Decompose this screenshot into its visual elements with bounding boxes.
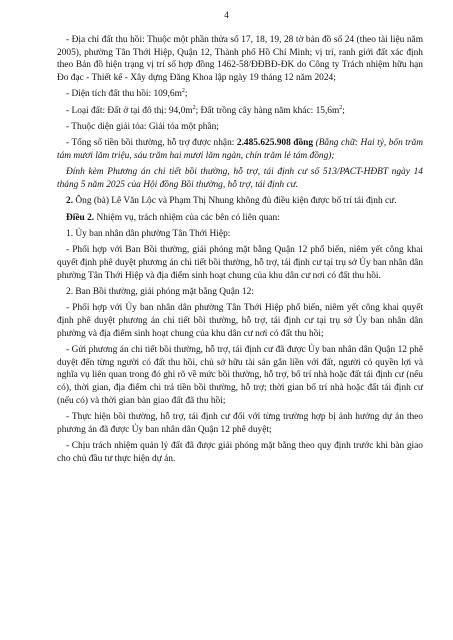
attached-plan-paragraph — [57, 166, 423, 191]
section-2-item-c: - Thực hiện bồi thường, hỗ trợ, tái định cư đối với từng trường hợp bị ảnh hưởng dự án theo phương án đã được Ủy ban nhân dân Quận 12 phê duyệt; — [57, 412, 423, 435]
land-area-paragraph — [57, 88, 423, 101]
total-compensation-paragraph — [57, 137, 423, 162]
superscript: 2 — [181, 88, 185, 95]
punctuation: ; — [184, 89, 188, 100]
clearance-paragraph: - Thuộc diện giải tỏa: Giải tỏa một phần; — [66, 122, 219, 132]
total-in-words: (Bằng chữ: Hai tỷ, bốn trăm tám mươi lăm triệu, sáu trăm hai mươi lăm ngàn, chín trăm lẻ tám đồng); — [57, 138, 423, 161]
punctuation: ; — [342, 105, 345, 116]
item-2-paragraph — [57, 195, 423, 208]
land-type-text-2: ; Đất trồng cây hàng năm khác: 15,6m — [195, 105, 340, 116]
land-type-paragraph — [57, 105, 423, 118]
page-number: 4 — [224, 10, 229, 20]
land-address-paragraph: - Địa chỉ đất thu hồi: Thuộc một phần thửa số 17, 18, 19, 28 tờ bản đồ số 24 (theo tài liệu năm 2005), phường Tân Thới Hiệp, Quận 12, Thành phố Hồ Chí Minh; vị trí, ranh giới đất xác định theo Bản đồ hiện trạng vị trí số hợp đồng 1462-58/ĐĐBĐ-ĐK do Công ty Trách nhiệm hữu hạn Đo đạc - Thiết kế - Xây dựng Đăng Khoa lập ngày 19 tháng 12 năm 2024; — [57, 35, 423, 84]
section-2-item-b: - Gửi phương án chi tiết bồi thường, hỗ trợ, tái định cư đã được Ủy ban nhân dân Quận 12 phê duyệt đến từng người có đất thu hồi, chủ sở hữu tài sản gắn liền với đất, người có quyền lợi và nghĩa vụ liên quan trong đó ghi rõ về mức bồi thường, hỗ trợ, bố trí nhà hoặc đất tái định cư (nếu có), thời gian, địa điểm chi trả tiền bồi thường, hỗ trợ; thời gian bố trí nhà hoặc đất tái định cư (nếu có) và thời gian bàn giao đất đã thu hồi; — [57, 344, 423, 406]
section-1-text: - Phối hợp với Ban Bồi thường, giải phóng mặt bằng Quận 12 phổ biến, niêm yết công khai quyết định phê duyệt phương án chi tiết bồi thường, hỗ trợ, tái định cư tại trụ sở Ủy ban nhân dân phường Tân Thới Hiệp và địa điểm sinh hoạt chung của khu dân cư nơi có đất thu hồi. — [57, 245, 424, 281]
item-2-number: 2. — [66, 196, 74, 207]
article-2-label: Điều 2. — [66, 212, 95, 223]
attached-plan-text: Đính kèm Phương án chi tiết bồi thường, hỗ trợ, tái định cư số 513/PACT-HĐBT ngày 14 tháng 5 năm 2025 của Hội đồng Bồi thường, hỗ trợ, tái định cư. — [57, 167, 423, 190]
land-area-text: - Diện tích đất thu hồi: 109,6m — [66, 89, 182, 100]
section-2-item-a: - Phối hợp với Ủy ban nhân dân phường Tân Thới Hiệp phổ biến, niêm yết công khai quyết định phê duyệt phương án chi tiết bồi thường, hỗ trợ, tái định cư tại trụ sở Ủy ban nhân dân phường và địa điểm sinh hoạt chung của khu dân cư nơi có đất thu hồi; — [57, 303, 423, 339]
article-2-text: Nhiệm vụ, trách nhiệm của các bên có liên quan: — [94, 212, 280, 223]
item-2-text: Ông (bà) Lê Văn Lộc và Phạm Thị Nhung không đủ điều kiện được bố trí tái định cư. — [73, 196, 397, 207]
article-2-heading — [57, 212, 423, 225]
section-2-item-d: - Chịu trách nhiệm quản lý đất đã được giải phóng mặt bằng theo quy định trước khi bàn giao cho chủ đầu tư thực hiện dự án. — [57, 441, 423, 464]
total-label: - Tổng số tiền bồi thường, hỗ trợ được nhận: — [66, 138, 237, 149]
land-type-text: - Loại đất: Đất ở tại đô thị: 94,0m — [66, 105, 193, 116]
section-1-title: 1. Ủy ban nhân dân phường Tân Thới Hiệp: — [66, 228, 231, 239]
document-body — [57, 34, 423, 469]
superscript: 2 — [339, 104, 343, 111]
superscript: 2 — [192, 104, 196, 111]
section-2-title: 2. Ban Bồi thường, giải phóng mặt bằng Quận 12: — [66, 286, 254, 297]
total-amount: 2.485.625.908 đồng — [236, 138, 314, 149]
